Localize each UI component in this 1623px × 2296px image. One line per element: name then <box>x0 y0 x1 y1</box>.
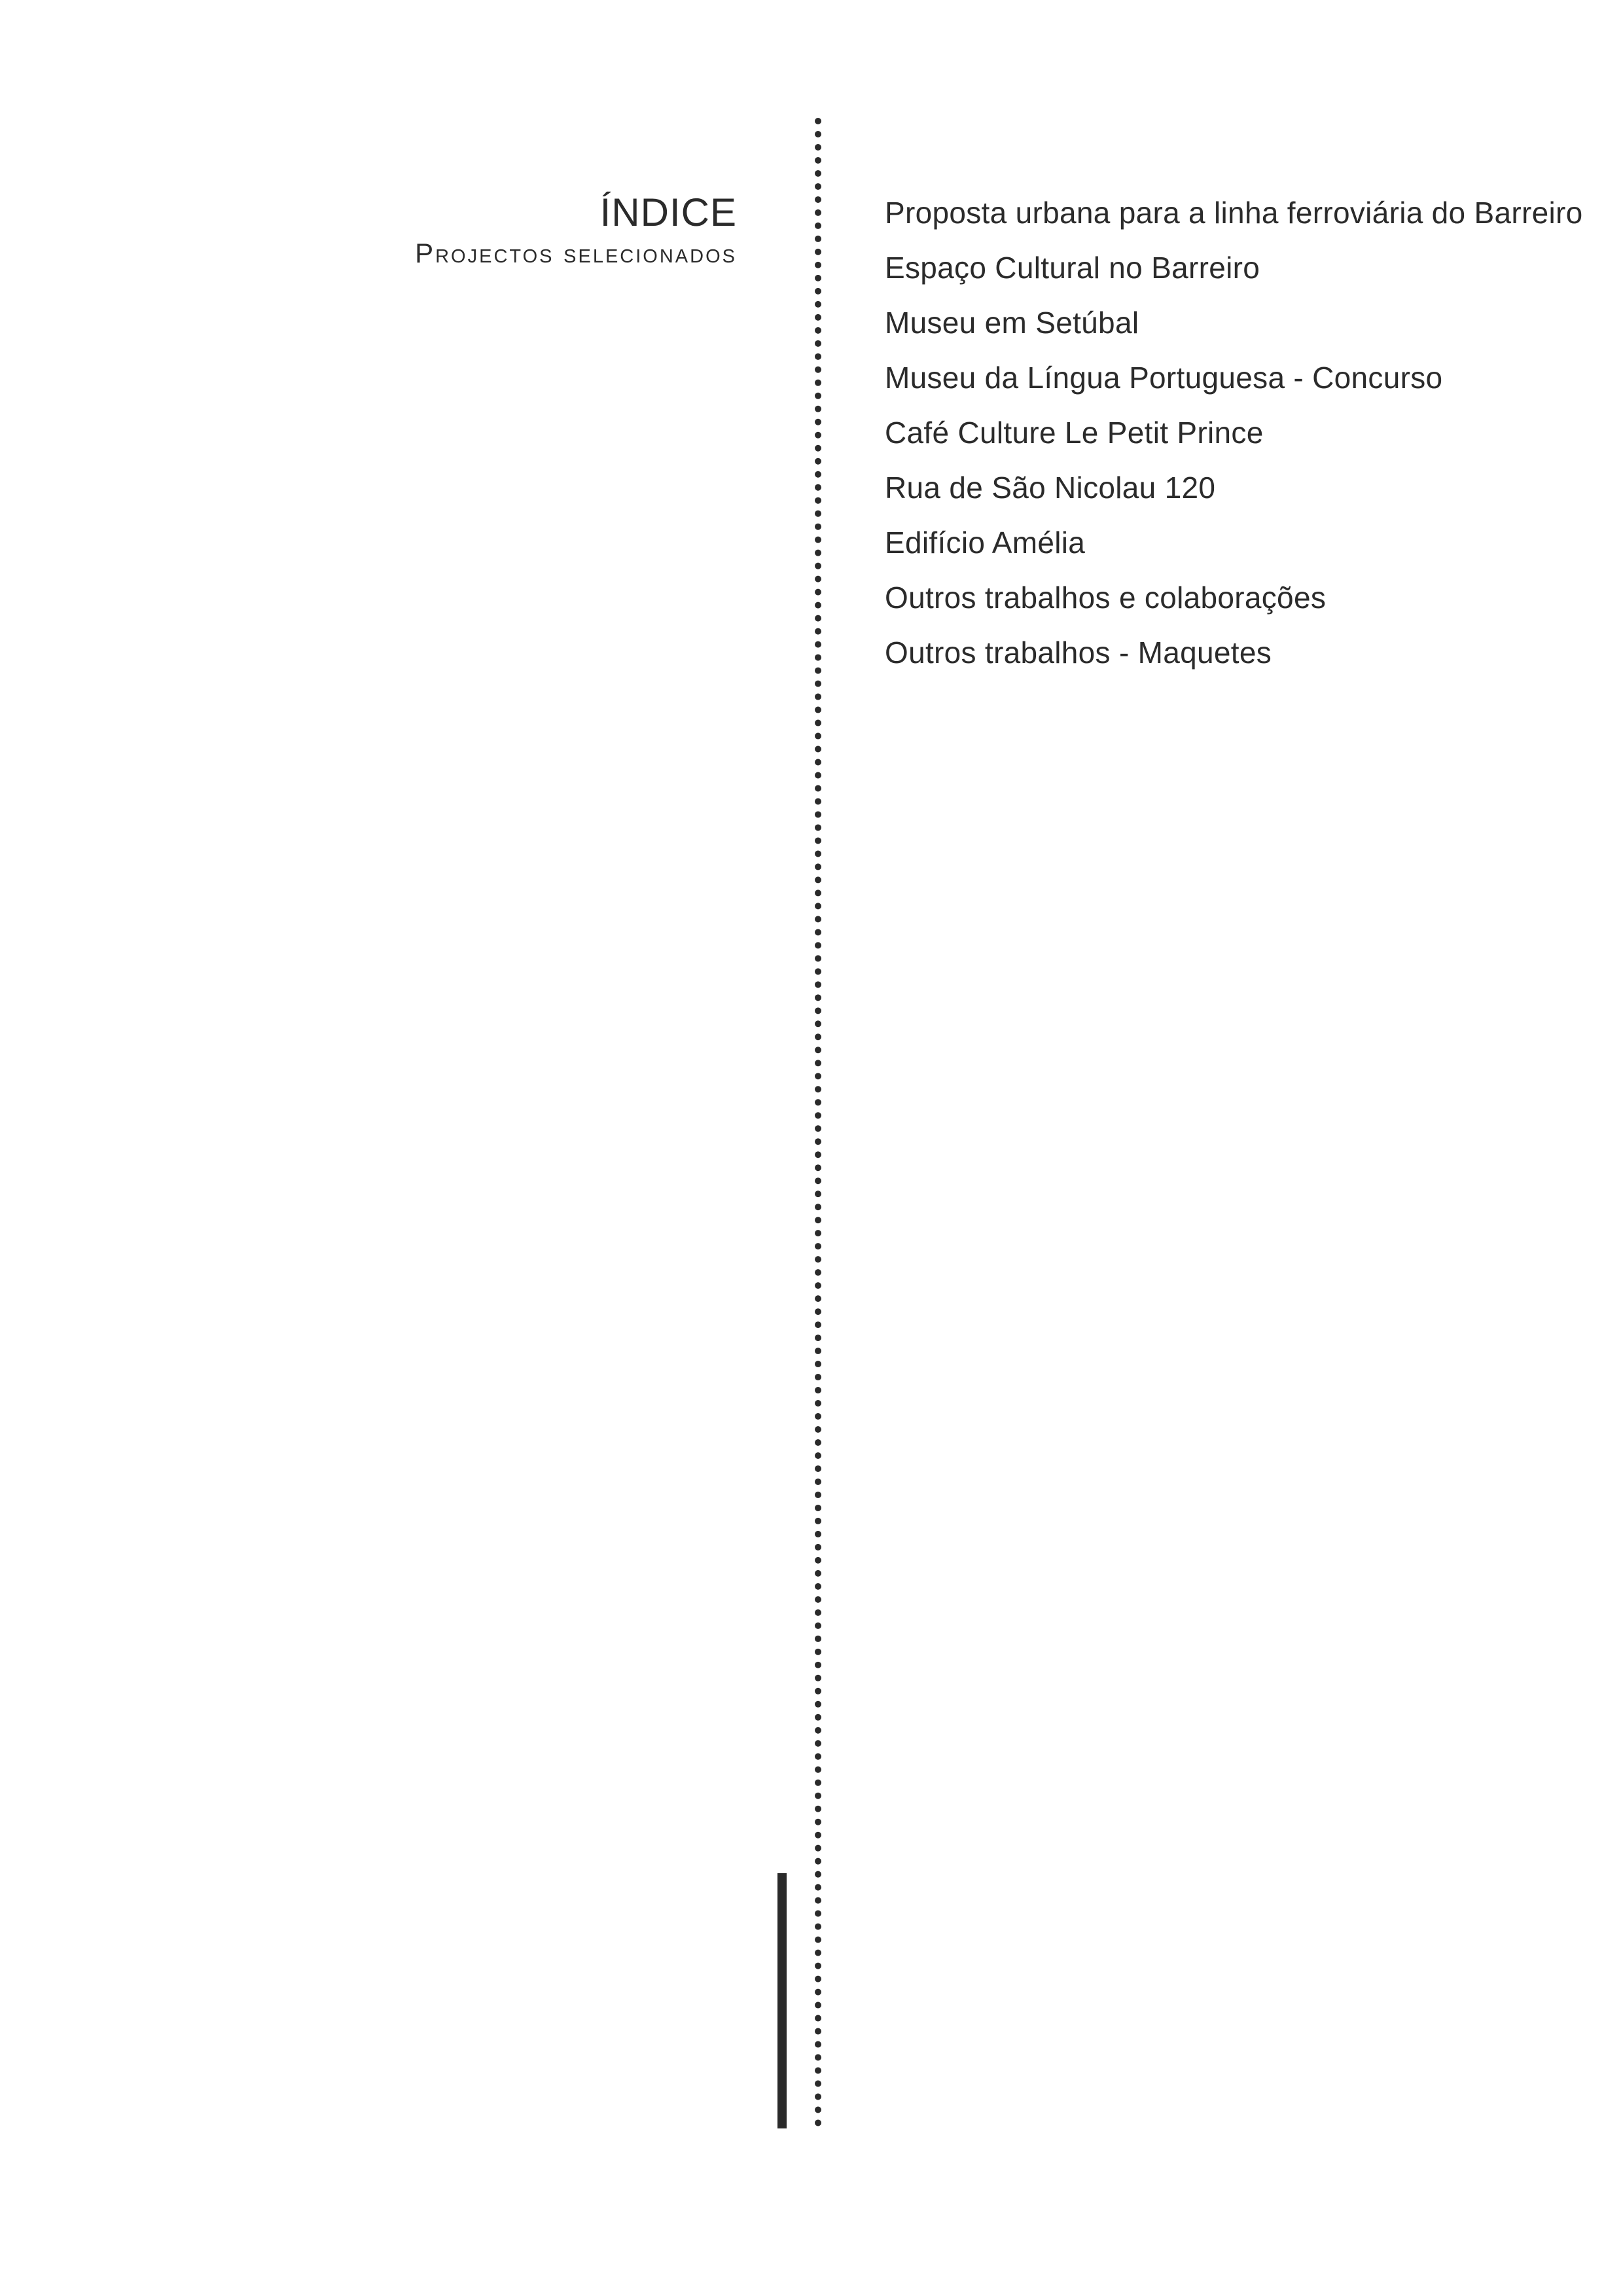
toc-item[interactable]: Outros trabalhos - Maquetes <box>885 636 1272 670</box>
toc-item[interactable]: Café Culture Le Petit Prince <box>885 416 1264 450</box>
table-of-contents <box>885 185 1583 680</box>
dotted-divider <box>815 118 821 2127</box>
page-title: ÍNDICE <box>599 190 737 234</box>
toc-item[interactable]: Proposta urbana para a linha ferroviária do Barreiro <box>885 196 1583 230</box>
toc-item[interactable]: Espaço Cultural no Barreiro <box>885 251 1260 285</box>
toc-item[interactable]: Outros trabalhos e colaborações <box>885 581 1327 615</box>
toc-item[interactable]: Museu da Língua Portuguesa - Concurso <box>885 361 1443 395</box>
toc-item[interactable]: Museu em Setúbal <box>885 306 1139 340</box>
solid-bar-accent <box>777 1873 787 2128</box>
index-heading <box>415 190 737 271</box>
toc-item[interactable]: Edifício Amélia <box>885 526 1086 560</box>
page-subtitle: Projectos selecionados <box>415 238 737 268</box>
toc-item[interactable]: Rua de São Nicolau 120 <box>885 471 1216 505</box>
